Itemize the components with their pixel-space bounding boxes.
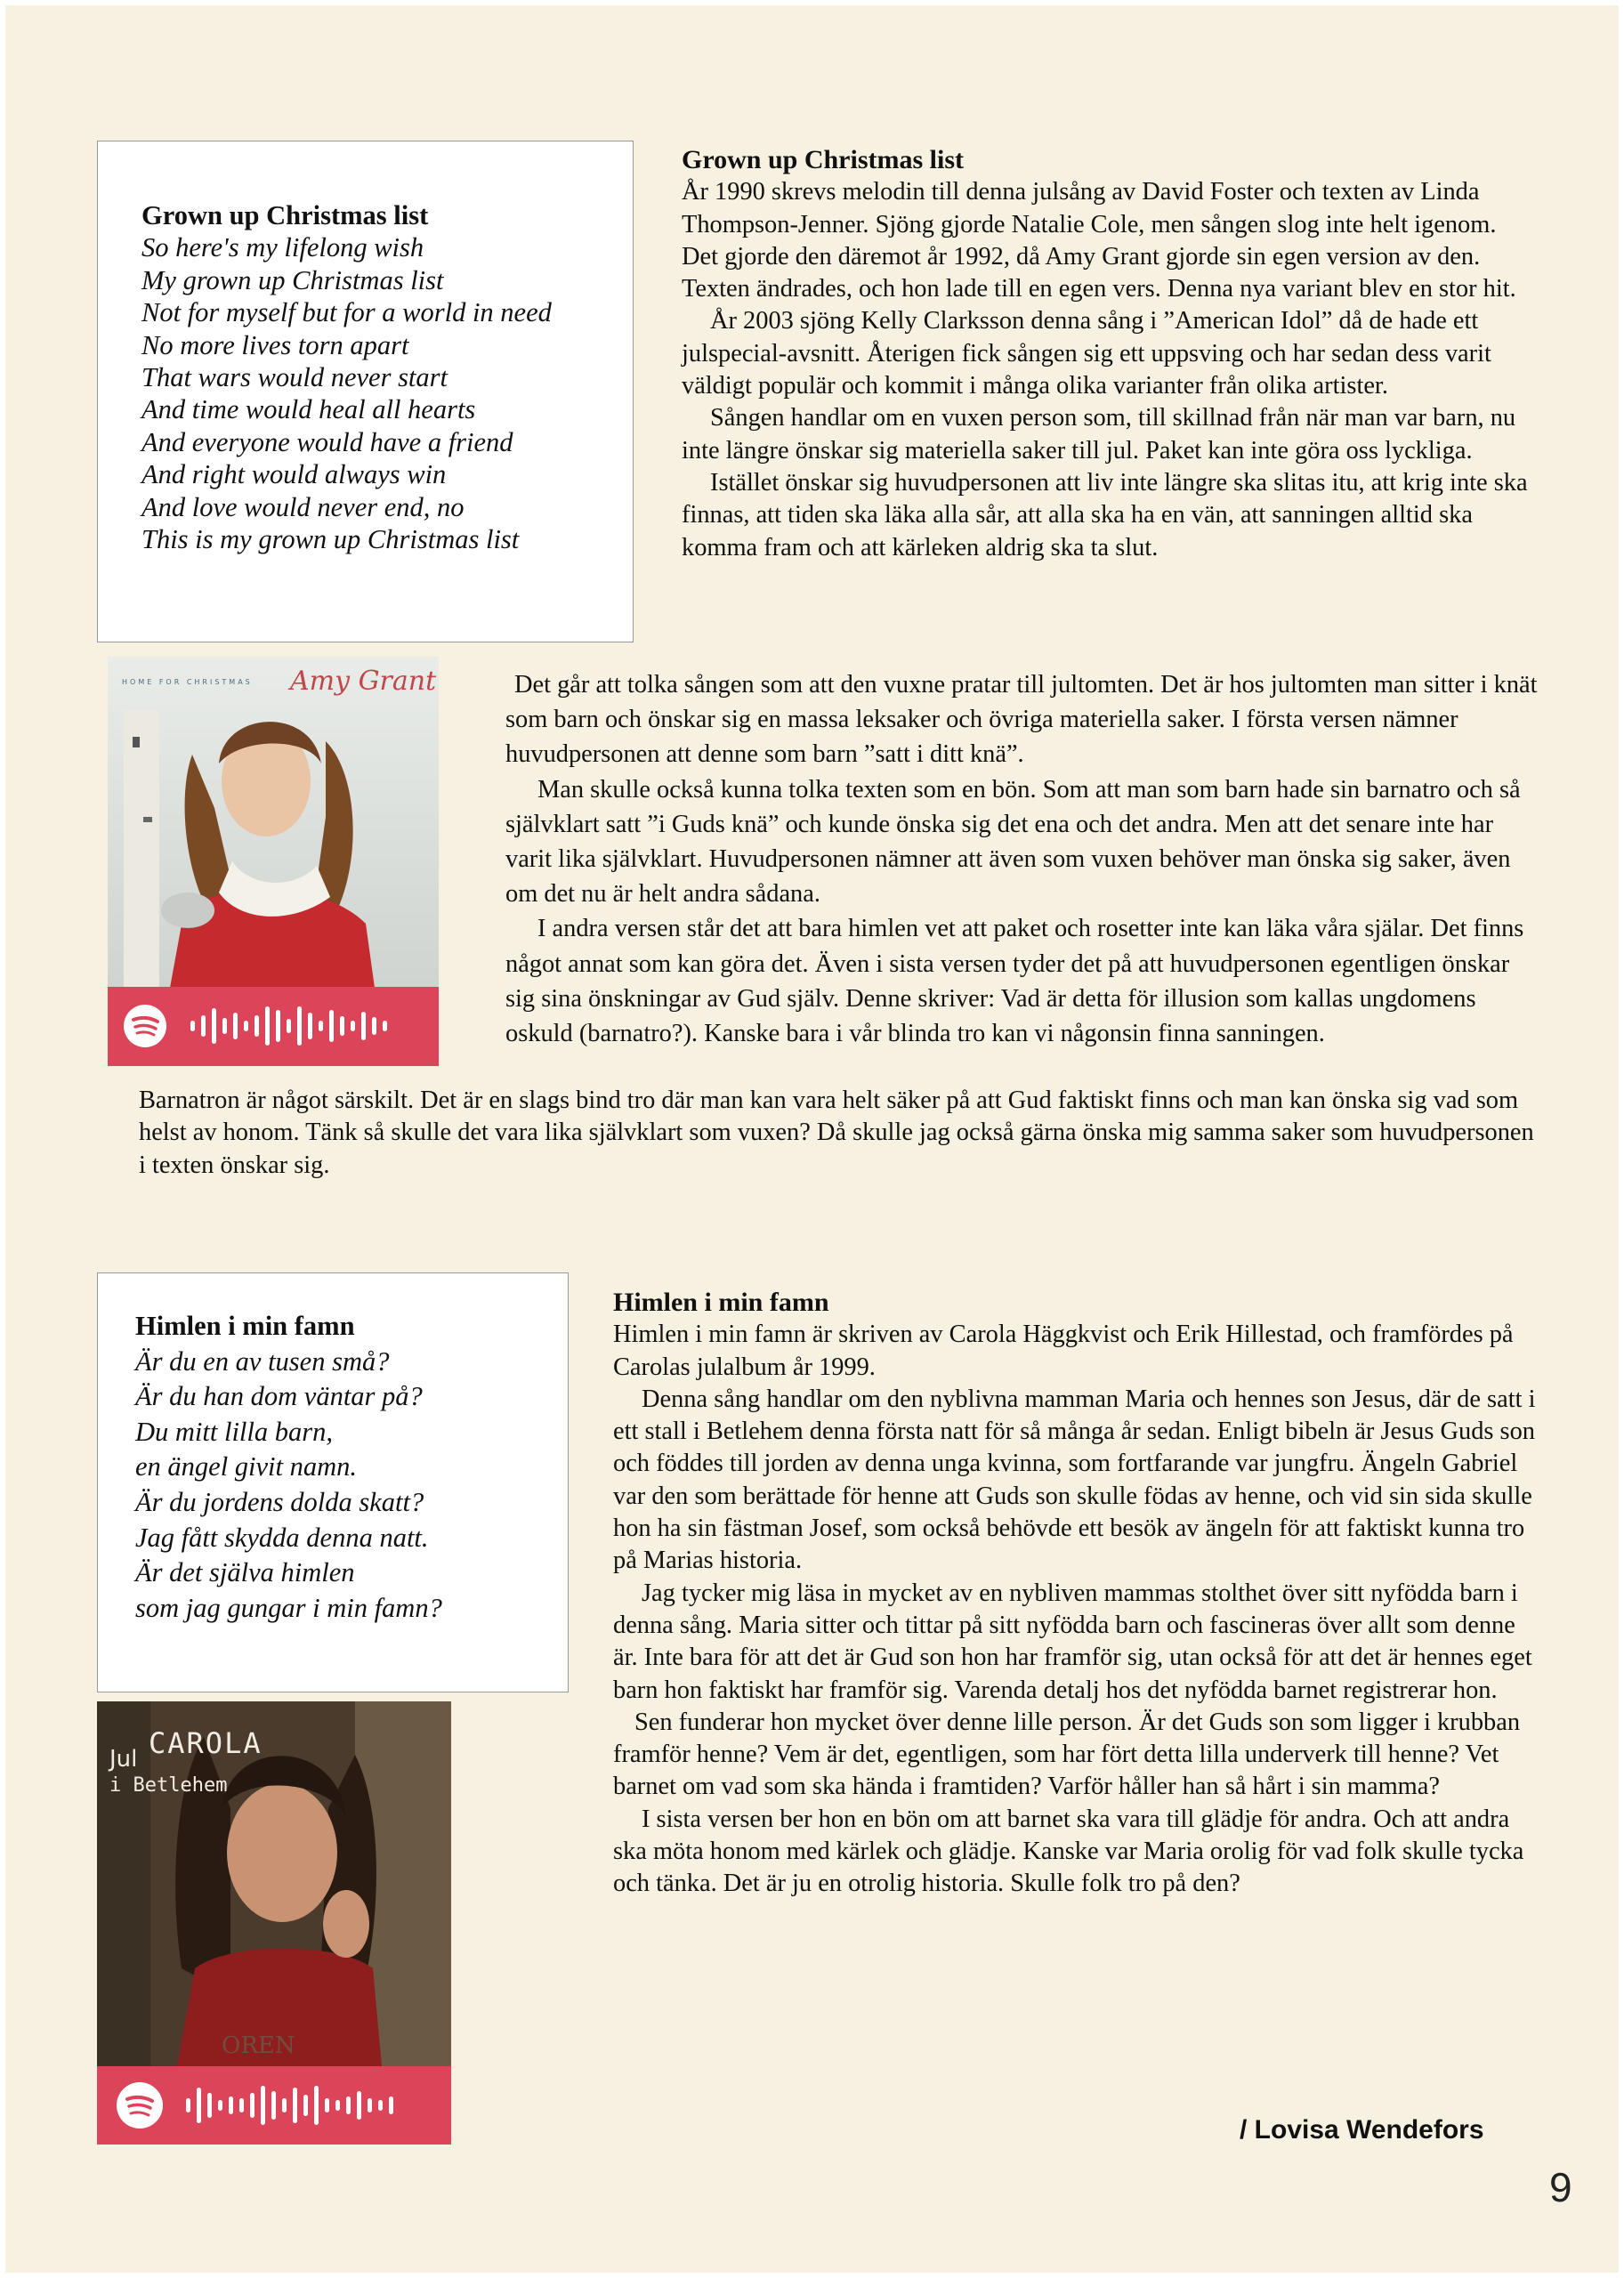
- lyrics-himlen: [135, 1309, 562, 1626]
- lyric-line: This is my grown up Christmas list: [141, 524, 520, 555]
- cover-artist: CAROLA: [149, 1726, 263, 1760]
- lyric-line: Är det själva himlen: [135, 1557, 355, 1588]
- article-grown-up-conclusion: [139, 1085, 1536, 1182]
- lyric-line: No more lives torn apart: [141, 329, 409, 360]
- lyric-line: And time would heal all hearts: [141, 394, 476, 425]
- cover-jul: Jul: [109, 1746, 138, 1773]
- lyrics-title: Himlen i min famn: [135, 1311, 355, 1341]
- lyrics-box-grown-up: [97, 141, 634, 642]
- paragraph: År 1990 skrevs melodin till denna julsång av David Foster och texten av Linda Thompson-Jenner. Sjöng gjorde Natalie Cole, men sången slog inte helt igenom. Det gjorde den däremot år 1992, då Amy Grant gjorde sin egen version av den. Texten ändrades, och hon lade till en egen vers. Denna nya variant blev en stor hit.: [682, 178, 1516, 303]
- lyric-line: And everyone would have a friend: [141, 426, 513, 457]
- lyric-line: som jag gungar i min famn?: [135, 1592, 442, 1623]
- paragraph: Sen funderar hon mycket över denne lille person. Är det Guds son som ligger i krubban framför henne? Vem är det, egentligen, som har fört detta lilla underverk till henne? Vet barnet om vad som ska hända i framtiden? Varför håller han så hårt i sin mamma?: [613, 1708, 1521, 1801]
- lyric-line: Är du han dom väntar på?: [135, 1381, 423, 1412]
- lyric-line: And love would never end, no: [141, 491, 465, 522]
- lyric-line: So here's my lifelong wish: [141, 232, 424, 263]
- lyric-line: And right would always win: [141, 459, 447, 490]
- lyric-line: Jag fått skydda denna natt.: [135, 1522, 429, 1553]
- spotify-code-bar[interactable]: [97, 2066, 451, 2145]
- spotify-code-icon: [108, 987, 439, 1066]
- paragraph: I sista versen ber hon en bön om att barnet ska vara till glädje för andra. Och att andra ska möta honom med kärlek och glädje. Kanske var Maria orolig för vad folk skulle tycka och tänka. Det är ju en otrolig historia. Skulle folk tro på den?: [613, 1805, 1524, 1898]
- cover-series: HOME FOR CHRISTMAS: [122, 678, 253, 686]
- lyric-line: Är du jordens dolda skatt?: [135, 1486, 424, 1517]
- paragraph: I andra versen står det att bara himlen vet att paket och rosetter inte kan läka våra själar. Det finns något annat som kan göra det. Även i sista versen tyder det på att huvudpersonen egentligen önskar sig sina önskningar av Gud själv. Denne skriver: Vad är detta för illusion som kallas ungdomens oskuld (barnatro?). Kanske bara i vår blinda tro kan vi någonsin finna sanningen.: [505, 915, 1524, 1048]
- article-grown-up-top: [682, 144, 1536, 564]
- lyric-line: Du mitt lilla barn,: [135, 1416, 333, 1447]
- lyric-line: That wars would never start: [141, 362, 448, 393]
- cover-artist: Amy Grant: [290, 666, 437, 697]
- paragraph: Sången handlar om en vuxen person som, till skillnad från när man var barn, nu inte längre önskar sig materiella saker till jul. Paket kan inte göra oss lyckliga.: [682, 404, 1516, 464]
- spotify-code-icon: [97, 2066, 451, 2145]
- spotify-code-bar[interactable]: [108, 987, 439, 1066]
- page: [5, 5, 1619, 2273]
- paragraph: Jag tycker mig läsa in mycket av en nybliven mammas stolthet över sitt nyfödda barn i denna sång. Maria sitter och tittar på sitt nyfödda barn och fascineras över allt som denne är. Inte bara för att det är Gud son hon har framför sig, utan också för att det är hennes eget barn hon faktiskt har framför sig. Varenda detalj hos det nyfödda barnet registrerar hon.: [613, 1579, 1532, 1704]
- lyrics-title: Grown up Christmas list: [141, 200, 429, 230]
- svg-text:OREN: OREN: [222, 2032, 295, 2059]
- article-grown-up-bottom: [505, 667, 1542, 1051]
- lyrics-box-himlen: [97, 1272, 569, 1692]
- lyric-line: en ängel givit namn.: [135, 1451, 358, 1482]
- article-himlen: [613, 1287, 1539, 1901]
- paragraph: Man skulle också kunna tolka texten som en bön. Som att man som barn hade sin barnatro och så självklart satt ”i Guds knä” och kunde önska sig det ena och det andra. Men att det senare inte har varit lika självklart. Huvudpersonen nämner att även som vuxen behöver man önska sig saker, även om det nu är helt andra sådana.: [505, 775, 1521, 909]
- paragraph: Det går att tolka sången som att den vuxne pratar till jultomten. Det är hos jultomten man sitter i knät som barn och önskar sig en massa leksaker och övriga materiella saker. I första versen nämner huvudpersonen att denne som barn ”satt i ditt knä”.: [505, 671, 1538, 769]
- album-cover-carola[interactable]: [97, 1701, 451, 2145]
- album-cover-amy-grant[interactable]: [108, 657, 439, 1066]
- paragraph: Himlen i min famn är skriven av Carola Häggkvist och Erik Hillestad, och framfördes på Carolas julalbum år 1999.: [613, 1321, 1514, 1381]
- cover-place: i Betlehem: [109, 1774, 228, 1797]
- paragraph: Istället önskar sig huvudpersonen att liv inte längre ska slitas itu, att krig inte ska finnas, att tiden ska läka alla sår, att alla ska ha en vän, att sanningen alltid ska komma fram och att kärleken aldrig ska ta slut.: [682, 468, 1528, 561]
- lyric-line: Not for myself but for a world in need: [141, 297, 552, 328]
- lyrics-grown-up: [141, 199, 622, 555]
- paragraph: År 2003 sjöng Kelly Clarksson denna sång i ”American Idol” då de hade ett julspecial-avsnitt. Återigen fick sången sig ett uppsving och har sedan dess varit väldigt populär och kommit i många olika varianter från olika artister.: [682, 307, 1491, 400]
- lyric-line: My grown up Christmas list: [141, 264, 444, 295]
- author-signature: / Lovisa Wendefors: [1240, 2115, 1484, 2145]
- lyric-line: Är du en av tusen små?: [135, 1345, 390, 1377]
- paragraph: Barnatron är något särskilt. Det är en slags bind tro där man kan vara helt säker på att Gud faktiskt finns och man kan önska sig vad som helst av honom. Tänk så skulle det vara lika självklart som vuxen? Då skulle jag också gärna önska mig samma saker som huvudpersonen i texten önskar sig.: [139, 1086, 1534, 1179]
- article-title: Himlen i min famn: [613, 1288, 829, 1317]
- article-title: Grown up Christmas list: [682, 145, 964, 174]
- paragraph: Denna sång handlar om den nyblivna mamman Maria och hennes son Jesus, där de satt i ett stall i Betlehem denna första natt för så många år sedan. Enligt bibeln är Jesus Guds son och föddes till jorden av denna unga kvinna, som fortfarande var jungfru. Ängeln Gabriel var den som berättade för henne att Guds son skulle födas av henne, och vid sin sida skulle hon ha sin fästman Josef, som också behövde ett besök av ängeln för att faktiskt kunna tro på Marias historia.: [613, 1385, 1536, 1575]
- page-number: 9: [1549, 2164, 1572, 2210]
